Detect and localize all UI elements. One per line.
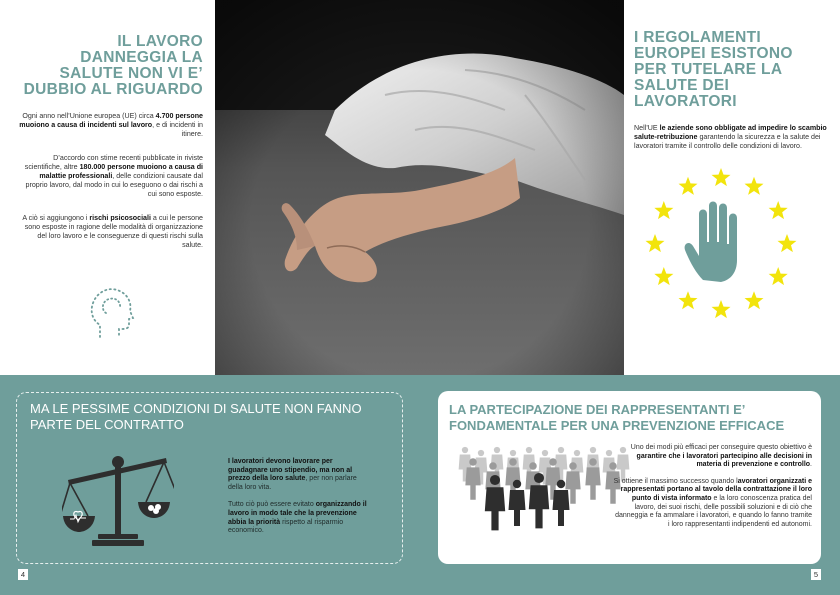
star-icon bbox=[769, 201, 788, 219]
star-icon bbox=[745, 177, 764, 195]
left-paragraph-2: D’accordo con stime recenti pubblicate in riviste scientifiche, altre 180.000 persone muoiono a causa di malattie professionali, delle condizioni causate dal proprio lavoro, dal modo in cui lo eseguono o dai rischi a cui sono esposte. bbox=[24, 153, 203, 199]
right-title: I REGOLAMENTI EUROPEI ESISTONO PER TUTELARE LA SALUTE DEI LAVORATORI bbox=[634, 29, 793, 110]
page-number-right: 5 bbox=[811, 569, 821, 580]
star-icon bbox=[679, 177, 698, 195]
star-icon bbox=[712, 168, 731, 186]
participation-box-text bbox=[612, 444, 812, 537]
left-paragraph-1: Ogni anno nell’Unione europea (UE) circa 4.700 persone muoiono a causa di incidenti sul lavoro, e di incidenti in itinere. bbox=[19, 112, 203, 139]
crowd-icon bbox=[455, 440, 630, 552]
star-icon bbox=[712, 300, 731, 318]
eu-stars-hand-icon bbox=[645, 168, 797, 320]
contract-box-text bbox=[228, 458, 368, 545]
left-title: IL LAVORO DANNEGGIA LA SALUTE NON VI E’ DUBBIO AL RIGUARDO bbox=[23, 33, 203, 98]
scale-balance-icon bbox=[62, 452, 174, 548]
participation-paragraph-2: Si ottiene il massimo successo quando lavoratori organizzati e rappresentati portano al tavolo della contrattazione il loro punto di vista informato e la loro conoscenza pratica del lavoro, dei suoi rischi, delle possibili soluzioni e di ciò che danneggia e fa ammalare i lavoratori, e quando lo fanno tramite i loro rappresentanti indipendenti ed autonomi. bbox=[613, 477, 812, 528]
participation-paragraph-1: Uno dei modi più efficaci per conseguire questo obiettivo è garantire che i lavoratori partecipino alle decisioni in materia di prevenzione e controllo. bbox=[630, 444, 812, 469]
photo-hand-under-sheet bbox=[215, 0, 624, 375]
star-icon bbox=[679, 291, 698, 309]
star-icon bbox=[745, 291, 764, 309]
contract-paragraph-1: I lavoratori devono lavorare per guadagnare uno stipendio, ma non al prezzo della loro salute, per non parlare della loro vita. bbox=[228, 458, 357, 491]
page-number-left: 4 bbox=[18, 569, 28, 580]
raised-hand-icon bbox=[685, 202, 737, 283]
left-paragraph-3: A ciò si aggiungono i rischi psicosociali a cui le persone sono esposte in ragione delle modalità di organizzazione del loro lavoro e le conseguenze di questi rischi sulla salute. bbox=[22, 213, 203, 250]
star-icon bbox=[654, 267, 673, 285]
head-dotted-icon bbox=[86, 283, 136, 339]
star-icon bbox=[654, 201, 673, 219]
star-icon bbox=[778, 234, 797, 252]
contract-paragraph-2: Tutto ciò può essere evitato organizzando il lavoro in modo tale che la prevenzione abbia la priorità rispetto al risparmio economico. bbox=[228, 501, 367, 535]
contract-box-title: MA LE PESSIME CONDIZIONI DI SALUTE NON FANNO PARTE DEL CONTRATTO bbox=[30, 401, 362, 432]
right-paragraph: Nell’UE le aziende sono obbligate ad impedire lo scambio salute-retribuzione garantendo la sicurezza e la salute dei lavoratori tramite il controllo delle condizioni di lavoro. bbox=[634, 124, 827, 151]
star-icon bbox=[769, 267, 788, 285]
participation-box-title: LA PARTECIPAZIONE DEI RAPPRESENTANTI E’ FONDAMENTALE PER UNA PREVENZIONE EFFICACE bbox=[449, 402, 785, 433]
star-icon bbox=[646, 234, 665, 252]
